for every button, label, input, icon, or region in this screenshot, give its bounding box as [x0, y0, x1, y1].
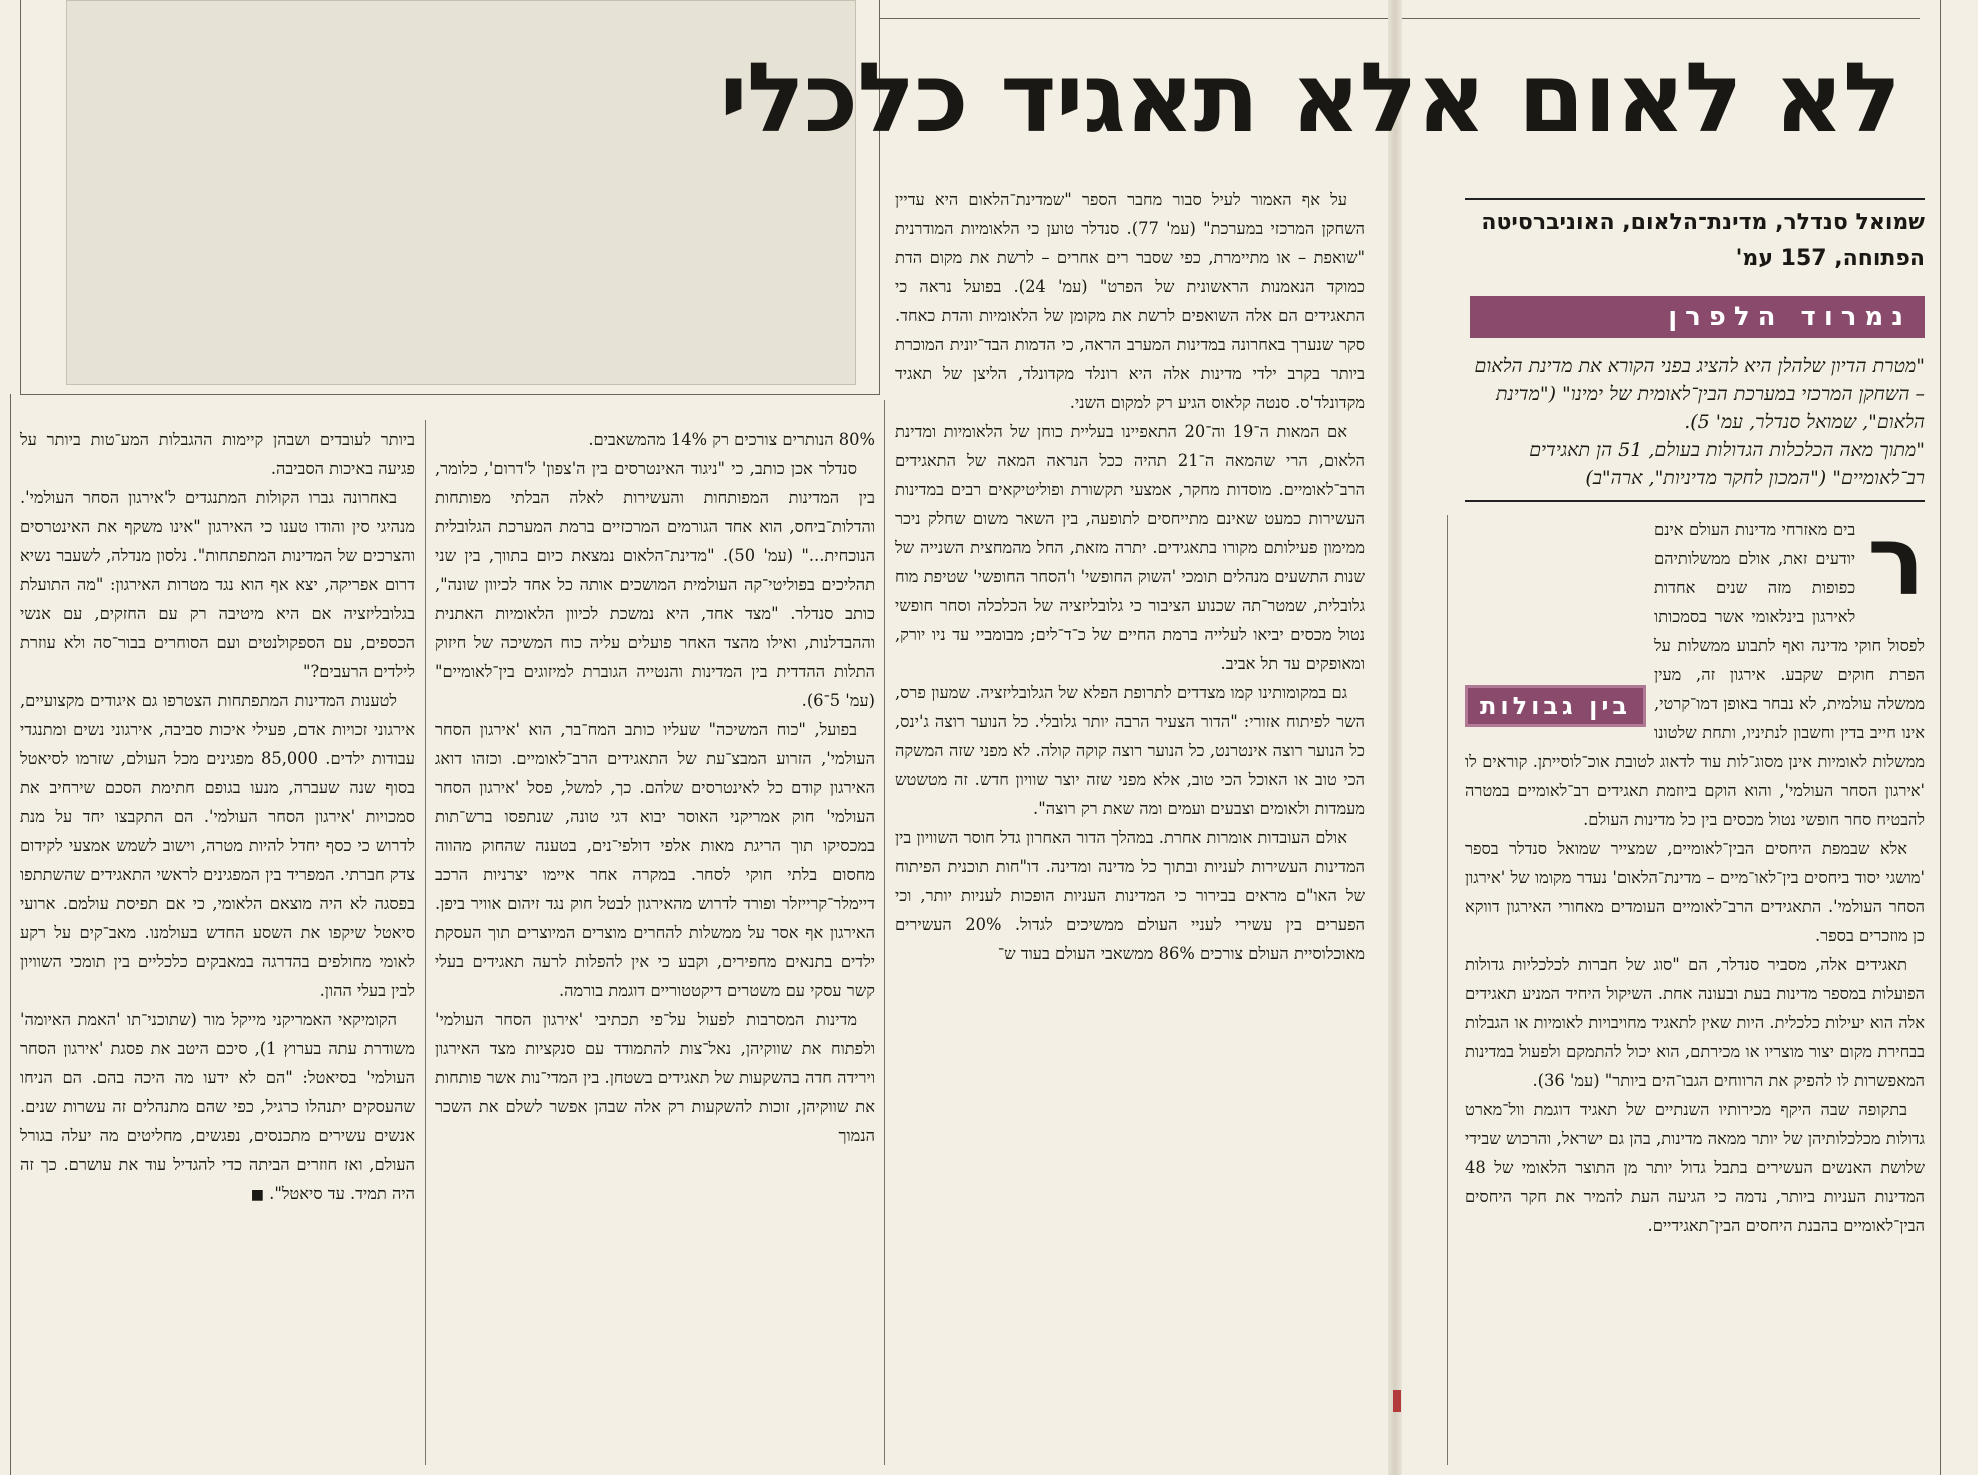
- paragraph-4-1: ביותר לעובדים ושבהן קיימות ההגבלות המע־טות ביותר על פגיעה באיכות הסביבה.: [20, 430, 415, 478]
- paragraph-2-2: אם המאות ה־19 וה־20 התאפיינו בעליית כוחן של הלאומיות ומדינת הלאום, הרי שהמאה ה־21 תהיה ככל הנראה המאה של התאגידים הרב־לאומיים. מוסדות מחקר, אמצעי תקשורת ופוליטיקאים רבים במדינות העשירות כמעט שאינם מתייחסים לתופעה, בין השאר משום שחלק ניכר ממימון פעילותם מקורו בתאגידים. יתרה מזאת, החל מהמחצית השנייה של שנות התשעים מנהלים תומכי 'השוק החופשי' ו'הסחר החופשי' שטיפת מוח גלובלית, שמטר־תה שכנוע הציבור כי גלובליזציה של הכלכלה וסחר חופשי נטול מכסים יביאו לעלייה ברמת החיים של כ־ד־לים; מבומביי עד ניו יורק, ומאופקים עד תל אביב.: [895, 422, 1365, 673]
- fold-stain: [1393, 1390, 1401, 1412]
- column-3: [435, 425, 875, 1470]
- paragraph-1-2: אלא שבמפת היחסים הבין־לאומיים, שמצייר שמואל סנדלר בספר 'מושגי יסוד ביחסים בין־לאו־מיים – מדינת־הלאום' נעדר מקומו של 'אירגון הסחר העולמי'. התאגידים הרב־לאומיים העומדים מאחורי האירגון דווקא כן מוזכרים בספר.: [1465, 839, 1925, 945]
- frame-line-right: [1940, 0, 1941, 1475]
- column-rule-3: [425, 420, 426, 1465]
- page-fold: [1388, 0, 1402, 1475]
- paragraph-4-3: לטענות המדינות המתפתחות הצטרפו גם איגודים מקצועיים, אירגוני זכויות אדם, פעילי איכות סביבה, אירגוני נשים ומתנגדי עבודות ילדים. 85,000 מפגינים מכל העולם, שזרמו לסיאטל בסוף שנה שעברה, מנעו בגופם חתימת הסכם שירחיב את סמכויות 'אירגון הסחר העולמי'. הם התקבצו יחד על מנת לדרוש כי כסף יחדל להיות מטרה, וישוב לשמש אמצעי לקידום צדק חברתי. המפריד בין המפגינים לראשי התאגידים שהשתתפו בפסגה לא היה מוצאם הלאומי, כי אם תפיסת עולמם. ארועי סיאטל שיקפו את השסע החדש בעולמנו. מאב־קים על רקע לאומי מחולפים בהדרגה במאבקים כלכליים בין תומכי השוויון לבין בעלי ההון.: [20, 691, 415, 1000]
- column-2: [895, 185, 1365, 1470]
- column-rule-1: [1447, 515, 1448, 1465]
- paragraph-2-3: גם במקומותינו קמו מצדדים לתרופת הפלא של הגלובליזציה. שמעון פרס, השר לפיתוח אזורי: "הדור הצעיר הרבה יותר גלובלי. כל הנוער רוצה ג'ינס, כל הנוער רוצה אינטרנט, כל הנוער רוצה קוקה קולה. לא מפני שזה המשקה הכי טוב או האוכל הכי טוב, אלא מפני שזה יוצר שוויון חדש. זה מטשטש מעמדות ולאומים וצבעים ועמים ומה שאת רק רוצה".: [895, 683, 1365, 818]
- byline-top-rule: [1465, 198, 1925, 200]
- paragraph-3-2: סנדלר אכן כותב, כי "ניגוד האינטרסים בין ה'צפון' ל'דרום', כלומר, בין המדינות המפותחות והעשירות לאלה הבלתי מפותחות והדלות־ביחס, הוא אחד הגורמים המרכזיים ברמת המערכת הגלובלית הנוכחית..." (עמ' 50). "מדינת־הלאום נמצאת כיום בתווך, בין שני תהליכים בפוליטי־קה העולמית המושכים אותה כל אחד לכיוון שונה", כותב סנדלר. "מצד אחד, היא נמשכת לכיוון הלאומיות האתנית וההבדלנות, ואילו מהצד האחר פועלים עליה כוח המשיכה של חיזוק התלות ההדדית בין המדינות והנטייה הגוברת למיזוגים בין־לאומיים" (עמ' 5־6).: [435, 459, 875, 710]
- author-name: נמרוד הלפרן: [1470, 296, 1925, 338]
- book-line-1: שמואל סנדלר, מדינת־הלאום, האוניברסיטה: [1481, 210, 1925, 235]
- drop-cap: ר: [1867, 505, 1925, 617]
- book-details: [1465, 205, 1925, 277]
- frame-line-left-upper: [20, 0, 21, 395]
- book-line-2: הפתוחה, 157 עמ': [1735, 246, 1925, 271]
- quote-2: "מתוך מאה הכלכלות הגדולות בעולם, 51 הן תאגידים רב־לאומיים" ("המכון לחקר מדיניות", ארה"ב): [1529, 439, 1925, 489]
- quote-bottom-rule: [1465, 500, 1925, 502]
- paragraph-4-4: הקומיקאי האמריקני מייקל מור (שתוכני־תו 'האמת האיומה' משודרת עתה בערוץ 1), סיכם היטב את פסגת 'אירגון הסחר העולמי' בסיאטל: "הם לא ידעו מה היכה בהם. הם הניחו שהעסקים יתנהלו כרגיל, כפי שהם מתנהלים זה עשרות שנים. אנשים עשירים מתכנסים, נפגשים, מחליטים מה יעלה בגורל העולם, ואז חוזרים הביתה כדי להגדיל עוד את עושרם. כך זה היה תמיד. עד סיאטל". ■: [20, 1010, 415, 1203]
- headline: לא לאום אלא תאגיד כלכלי: [719, 42, 1900, 154]
- paragraph-3-4: מדינות המסרבות לפעול על־פי תכתיבי 'אירגון הסחר העולמי' ולפתוח את שווקיהן, נאל־צות להתמודד עם סנקציות מצד האירגון וירידה חדה בהשקעות של תאגידים בשטחן. בין המדי־נות אשר פותחות את שווקיהן, זוכות להשקעות רק אלה שבהן אפשר לשלם את השכר הנמוך: [435, 1010, 875, 1145]
- paragraph-4-2: באחרונה גברו הקולות המתנגדים ל'אירגון הסחר העולמי'. מנהיגי סין והודו טענו כי האירגון "אינו משקף את האינטרסים והצרכים של המדינות המתפתחות". נלסון מנדלה, לשעבר נשיא דרום אפריקה, יצא אף הוא נגד מטרות האירגון: "מה התועלת בגלובליזציה אם היא מיטיבה רק עם החזקים, עם אנשי הכספים, עם הספקולנטים ועם הסוחרים בבור־סה ולא עוזרת לילדים הרעבים?": [20, 488, 415, 681]
- paragraph-1-4: בתקופה שבה היקף מכירותיו השנתיים של תאגיד דוגמת וול־מארט גדולות מכלכלותיהן של יותר ממאה מדינות, בהן גם ישראל, והרכוש שבידי שלושת האנשים העשירים בתבל גדול יותר מן התוצר הלאומי של 48 המדינות העניות ביותר, נדמה כי הגיעה העת להמיר את חקר היחסים הבין־לאומיים בהבנת היחסים הבין־תאגידיים.: [1465, 1100, 1925, 1235]
- end-of-article-mark: ■: [250, 1187, 264, 1203]
- paragraph-2-4: אולם העובדות אומרות אחרת. במהלך הדור האחרון גדל חוסר השוויון בין המדינות העשירות לעניות ובתוך כל מדינה ומדינה. דו"חות תוכנית הפיתוח של האו"ם מראים בבירור כי המדינות העניות הופכות לעניות יותר, וכי הפערים בין עשירי לעניי העולם ממשיכים לגדול. 20% העשירים מאוכלוסיית העולם צורכים 86% ממשאבי העולם בעוד ש־: [895, 828, 1365, 963]
- quote-1: "מטרת הדיון שלהלן היא להציג בפני הקורא את מדינת הלאום – השחקן המרכזי במערכת הבין־לאומית של ימינו" ("מדינת הלאום", שמואל סנדלר, עמ' 5).: [1474, 355, 1925, 433]
- paragraph-3-1: 80% הנותרים צורכים רק 14% מהמשאבים.: [588, 430, 875, 449]
- column-4: [20, 425, 415, 1470]
- column-rule-2: [884, 400, 885, 1465]
- paragraph-2-1: על אף האמור לעיל סבור מחבר הספר "שמדינת־הלאום היא עדיין השחקן המרכזי במערכת" (עמ' 77). סנדלר טוען כי הלאומיות המודרנית "שואפת – או מתיימרת, כפי שסבר רים אחרים – לרשת את מקום הדת כמוקד הנאמנות הראשונית של הפרט" (עמ' 24). בפועל נראה כי התאגידים הם אלה השואפים לרשת את מקומן של הלאומיות והדת כאחד. סקר שנערך באחרונה במדינות המערב הראה, כי הדמות הבד־יונית המוכרת ביותר בקרב ילדי מדינות אלה היא רונלד מקדונלד, הליצן של תאגיד מקדונלד'ס. סנטה קלאוס הגיע רק למקום השני.: [895, 190, 1365, 412]
- pull-quotes: [1465, 352, 1925, 492]
- subhead-bein-gvulot: בין גבולות: [1465, 685, 1646, 727]
- frame-line-left-lower: [10, 394, 11, 1475]
- column-1: [1465, 505, 1925, 1470]
- paragraph-1-3: תאגידים אלה, מסביר סנדלר, הם "סוג של חברות לכלכליות גדולות הפועלות במספר מדינות בעת ובעונה אחת. השיקול היחיד המניע תאגידים אלה הוא יעילות כלכלית. היות שאין לתאגיד מחויבויות לאומיות או הגבלות בבחירת מקום יצור מוצריו או מכירתם, הוא יכול להתמקם ולפעול במדינות המאפשרות לו להפיק את הרווחים הגבו־הים ביותר" (עמ' 36).: [1465, 955, 1925, 1090]
- paragraph-1-1: ר בין גבולות בים מאזרחי מדינות העולם אינם יודעים זאת, אולם ממשלותיהם כפופות מזה שנים אחדות לאירגון בינלאומי אשר בסמכותו לפסול חוקי מדינה ואף לתבוע ממשלות על הפרת חוקים שקבע. אירגון זה, מעין ממשלה עולמית, לא נבחר באופן דמו־קרטי, אינו חייב בדין וחשבון לנתיניו, ותחת שלטונו ממשלות לאומיות אינן מסוג־לות עוד לדאוג לטובת אוכ־לוסייתן. קוראים לו 'אירגון הסחר העולמי', והוא הוקם ביוזמת תאגידים רב־לאומיים במטרה להבטיח סחר חופשי נטול מכסים בין כל מדינות העולם.: [1465, 505, 1925, 829]
- paragraph-3-3: בפועל, "כוח המשיכה" שעליו כותב המח־בר, הוא 'אירגון הסחר העולמי', הזרוע המבצ־עת של התאגידים הרב־לאומיים. וכזהו דואג האירגון קודם כל לאינטרסים שלהם. כך, למשל, פסל 'אירגון הסחר העולמי' חוק אמריקני האוסר יבוא דגי טונה, שנתפסו ברש־תות במכסיקו תוך הריגת מאות אלפי דולפי־נים, בטענה שהחוק מהווה מחסום בלתי חוקי לסחר. במקרה אחר איימו יצרניות הרכב דיימלר־קרייזלר ופורד לדרוש מהאירגון לבטל חוק נגד זיהום אוויר ביפן. האירגון אף אסר על ממשלות להחרים מוצרים המיוצרים תוך העסקת ילדים בתנאים מחפירים, וקבע כי אין להפלות לרעה תאגידים בעלי קשר עסקי עם משטרים דיקטטוריים דוגמת בורמה.: [435, 720, 875, 1000]
- frame-line-mid: [20, 394, 880, 395]
